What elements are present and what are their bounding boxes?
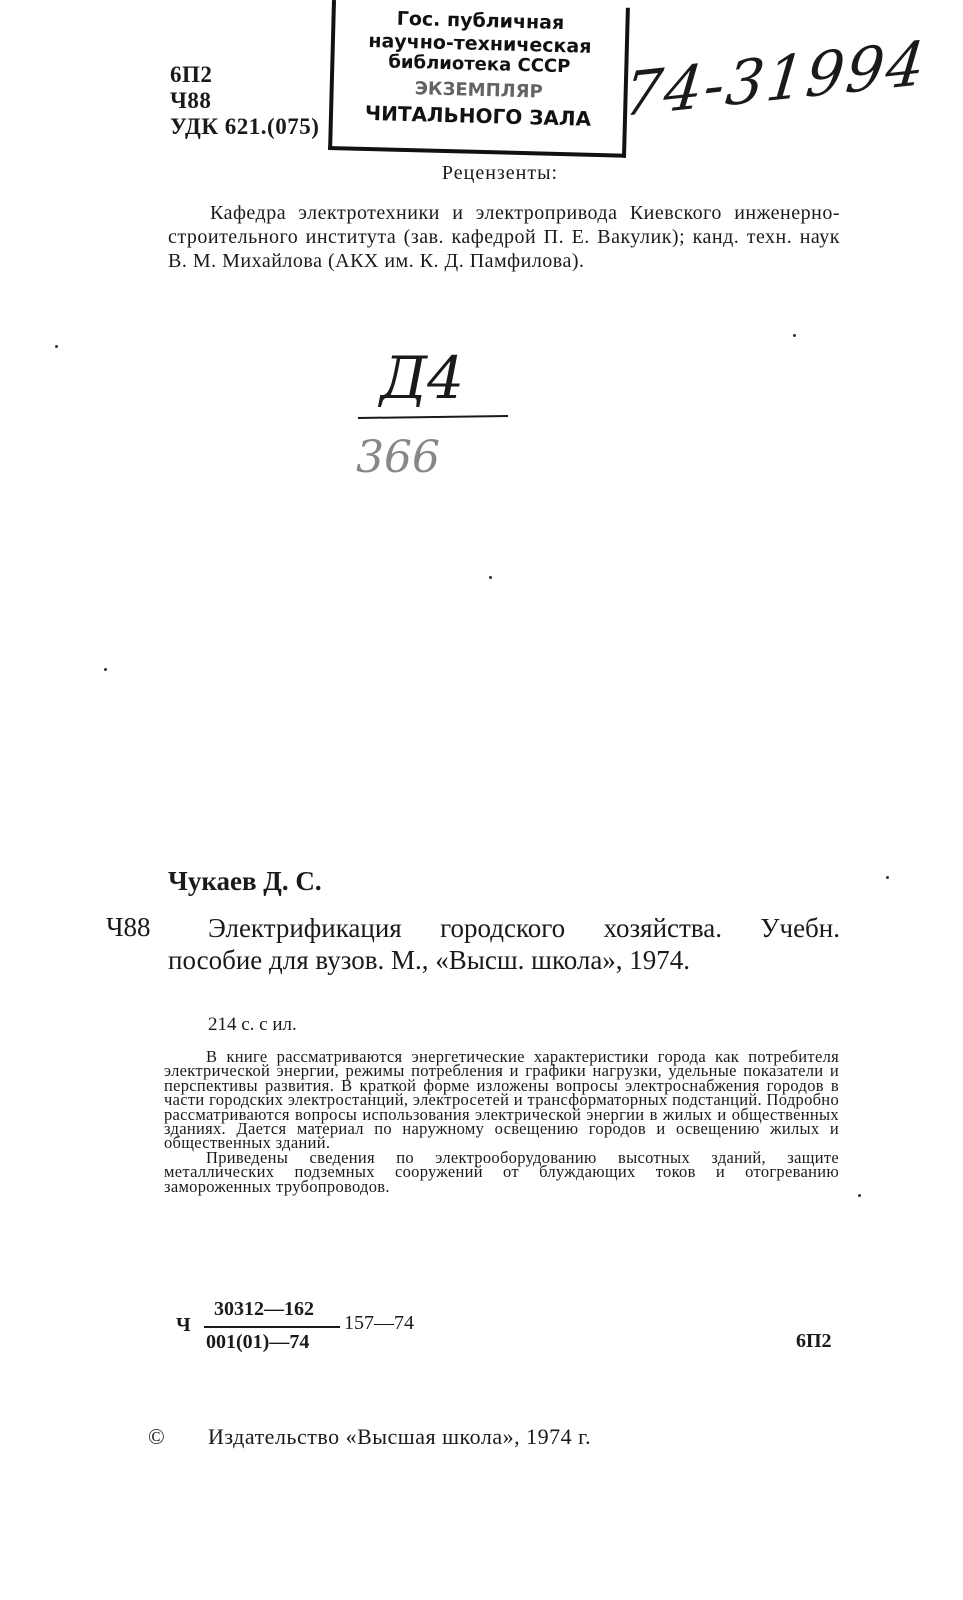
handwritten-mark-line [358,416,508,418]
stamp-line-4: ЭКЗЕМПЛЯР [414,78,543,103]
author-cipher: Ч88 [106,912,151,942]
index-code-letter: Ч [176,1314,191,1336]
publisher-line: Издательство «Высшая школа», 1974 г. [208,1424,592,1449]
library-stamp [328,0,630,158]
bbk-code-bottom: 6П2 [796,1330,832,1352]
index-code-suffix: 157—74 [344,1312,414,1334]
author-name: Чукаев Д. С. [168,866,322,896]
stamp-line-5: ЧИТАЛЬНОГО ЗАЛА [364,100,592,131]
page-count: 214 с. с ил. [208,1014,297,1035]
classification-codes [170,62,319,140]
scan-speck [858,1194,861,1197]
scan-speck [793,334,796,337]
scan-speck [886,876,889,879]
reviewers-text: Кафедра электротехники и электропривода Киевского инженерно-строительного института (зав. кафедрой П. Е. Вакулик); канд. техн. наук В. М. Михайлова (АКХ им. К. Д. Памфилова). [168,202,840,272]
scan-speck [489,576,492,579]
handwritten-inventory-number: 74-31994 [620,28,930,132]
handwritten-mark-top: Д4 [380,344,465,412]
index-code-numerator: 30312—162 [214,1298,314,1320]
scan-speck [104,668,107,671]
index-code-denominator: 001(01)—74 [206,1331,310,1353]
annotation-paragraph-1: В книге рассматриваются энергетические характеристики города как потребителя электрической энергии, режимы потребления и графики нагрузки, удельные показатели и перспективы развития. В краткой форме изложены вопросы электроснабжения городов в части городских электростанций, электросетей и трансформаторных подстанций. Подробно рассматриваются вопросы использования электрической энергии в жилых и общественных зданиях. Дается материал по наружному освещению городов и освещению жилых и общественных зданий. [164,1047,839,1153]
handwritten-mark-bottom: 366 [356,432,440,483]
stamp-line-3: библиотека СССР [388,51,571,78]
stamp-line-1: Гос. публичная [396,7,565,35]
annotation-paragraph-2: Приведены сведения по электрооборудованию высотных зданий, защите металлических подземных сооружений от блуждающих токов и отогреванию замороженных трубопроводов. [164,1147,839,1196]
book-title: Электрификация городского хозяйства. Учебн. пособие для вузов. М., «Высш. школа», 1974. [168,913,840,975]
handwritten-mark [340,340,530,490]
stamp-line-2: научно-техническая [368,29,592,58]
fraction-bar [204,1326,340,1328]
reviewers-heading: Рецензенты: [441,162,559,184]
udk-code: УДК 621.(075) [170,114,320,139]
copyright-symbol: © [148,1424,165,1449]
bbk-code: 6П2 [170,62,213,87]
author-cipher-code: Ч88 [170,88,212,113]
annotation [164,1047,839,1196]
scan-speck [55,345,58,348]
